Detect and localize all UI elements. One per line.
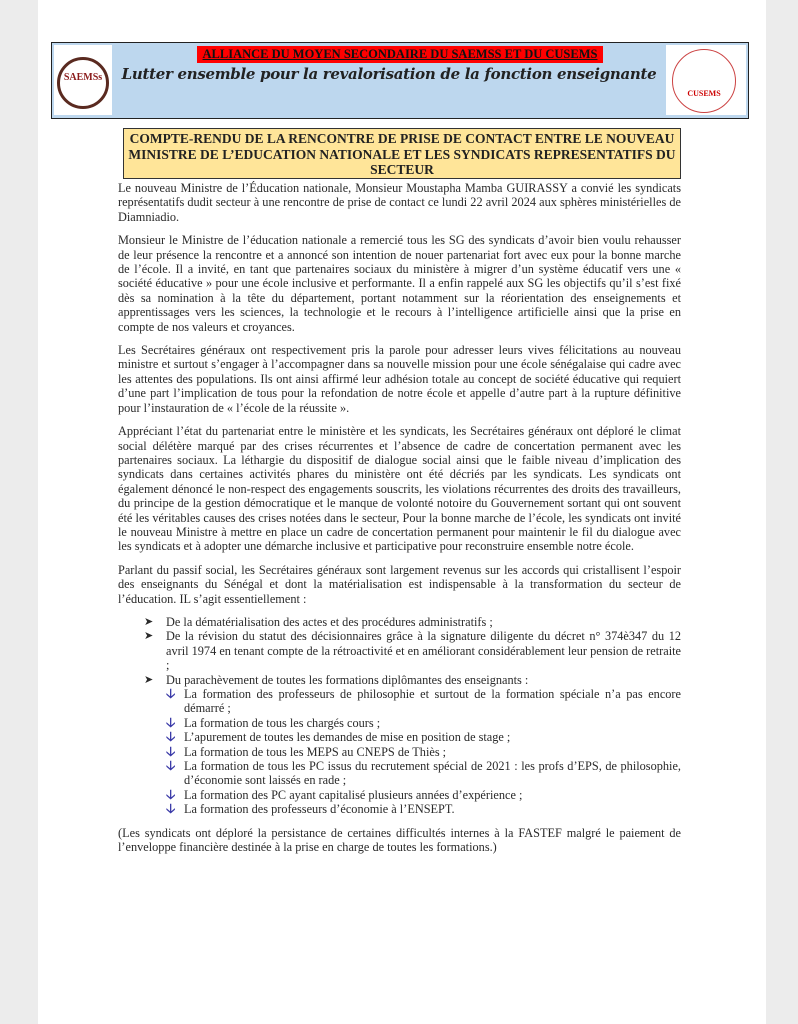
saemss-logo	[54, 45, 112, 115]
closing-note: (Les syndicats ont déploré la persistance de certaines difficultés internes à la FASTEF malgré le paiement de l’enveloppe financière destinée à la prise en charge de toutes les formations.)	[118, 825, 681, 855]
paragraph: Appréciant l’état du partenariat entre le ministère et les syndicats, les Secrétaires généraux ont déploré le climat social délétère marqué par des crises récurrentes et l’absence de cadre de concertation permanent avec les partenaires sociaux. La léthargie du dispositif de dialogue social ainsi que le faible niveau d’implication des syndicats dans certaines activités phares du ministère ont été décriés par les syndicats. Les syndicats ont également dénoncé le non-respect des engagements souscrits, les violations récurrentes des droits des travailleurs, du principe de la gestion démocratique et le manque de volonté notoire du Gouvernement sortant qui ont souvent été les véritables causes des crises notées dans le secteur, Pour la bonne marche de l’école, les syndicats ont invité le nouveau Ministre à mettre en place un cadre de concertation permanent pour maintenir le fil du dialogue avec les syndicats et à adopter une démarche inclusive et participative pour reconstruire ensemble notre école.	[118, 424, 681, 554]
sub-list-item	[166, 729, 681, 745]
down-arrow-bullet-icon: 🡣	[166, 686, 176, 701]
arrow-bullet-icon: ➤	[144, 630, 154, 643]
letterhead	[51, 42, 749, 119]
down-arrow-bullet-icon: 🡣	[166, 801, 176, 817]
list-item-text: Du parachèvement de toutes les formations diplômantes des enseignants :	[166, 672, 529, 687]
motto: Lutter ensemble pour la revalorisation de la fonction enseignante	[121, 65, 657, 83]
sub-list-item-text: La formation des PC ayant capitalisé plusieurs années d’expérience ;	[184, 787, 523, 802]
document-page	[38, 0, 766, 1024]
arrow-bullet-icon: ➤	[144, 673, 154, 686]
down-arrow-bullet-icon: 🡣	[166, 743, 176, 759]
list-item	[144, 629, 681, 673]
down-arrow-bullet-icon: 🡣	[166, 714, 176, 730]
cusems-seal-icon: CUSEMS	[672, 49, 736, 113]
sub-list-item-text: La formation des professeurs d’économie à l’ENSEPT.	[184, 802, 455, 817]
sub-list-item-text: La formation de tous les PC issus du recrutement spécial de 2021 : les profs d’EPS, de philosophie, d’économie sont laissés en rade ;	[184, 759, 681, 788]
paragraph: Le nouveau Ministre de l’Éducation nationale, Monsieur Moustapha Mamba GUIRASSY a convié les syndicats représentatifs dudit secteur à une rencontre de prise de contact ce lundi 22 avril 2024 aux sphères ministérielles de Diamniadio.	[118, 181, 681, 224]
sub-list-item-text: La formation des professeurs de philosophie et surtout de la formation spéciale n’a pas encore démarré ;	[184, 687, 681, 716]
document-body	[118, 181, 681, 863]
cusems-logo	[666, 45, 746, 115]
list-item-text: De la révision du statut des décisionnaires grâce à la signature diligente du décret n° 374è347 du 12 avril 1974 en tenant compte de la rétroactivité et en améliorant considérablement leur pension de retraite ;	[166, 629, 681, 673]
document-title: COMPTE-RENDU DE LA RENCONTRE DE PRISE DE CONTACT ENTRE LE NOUVEAU MINISTRE DE L’EDUCATION NATIONALE ET LES SYNDICATS REPRESENTATIFS DU SECTEUR	[123, 128, 681, 179]
training-sublist	[166, 687, 681, 817]
list-item	[144, 672, 681, 817]
down-arrow-bullet-icon: 🡣	[166, 786, 176, 802]
sub-list-item-text: L’apurement de toutes les demandes de mise en position de stage ;	[184, 730, 511, 745]
sub-list-item	[166, 743, 681, 759]
list-item	[144, 614, 681, 629]
sub-list-item	[166, 714, 681, 730]
sub-list-item	[166, 786, 681, 802]
sub-list-item	[166, 801, 681, 817]
list-item-text: De la dématérialisation des actes et des procédures administratifs ;	[166, 614, 493, 629]
paragraph: Monsieur le Ministre de l’éducation nationale a remercié tous les SG des syndicats d’avoir bien voulu rehausser de leur présence la rencontre et a annoncé son intention de nouer partenariat fort avec eux pour la bonne marche de l’école. Il a invité, en tant que partenaires sociaux du ministère à migrer d’un système éducatif vers une « société éducative » pour une école inclusive et performante. Il a enfin rappelé aux SG les objectifs qu’il s’est fixé dès sa nomination à la tête du département, portant notamment sur la réorientation des enseignements et apprentissages vers les sciences, la technologie et le recours à l’intelligence artificielle ainsi que la prise en compte de nos valeurs et croyances.	[118, 233, 681, 334]
paragraph: Les Secrétaires généraux ont respectivement pris la parole pour adresser leurs vives félicitations au nouveau ministre et surtout s’engager à l’accompagner dans sa nouvelle mission pour une école sénégalaise qui cadre avec les attentes des populations. Ils ont ainsi affirmé leur adhésion totale au concept de société éducative qui requiert d’une part l’implication de tous pour la refondation de notre école et appelle d’autre part à la rupture définitive pour l’instauration de « l’école de la réussite ».	[118, 343, 681, 415]
sub-list-item	[166, 686, 681, 716]
sub-list-item	[166, 758, 681, 788]
sub-list-item-text: La formation de tous les chargés cours ;	[184, 715, 381, 730]
down-arrow-bullet-icon: 🡣	[166, 758, 176, 774]
saemss-seal-icon: SAEMSs	[57, 57, 109, 109]
down-arrow-bullet-icon: 🡣	[166, 729, 176, 745]
paragraph: Parlant du passif social, les Secrétaires généraux sont largement revenus sur les accords qui cristallisent l’espoir des enseignants du Sénégal et dont la matérialisation est indispensable à la transformation du secteur de l’éducation. IL s’agit essentiellement :	[118, 562, 681, 606]
sub-list-item-text: La formation de tous les MEPS au CNEPS de Thiès ;	[184, 744, 447, 759]
alliance-banner: ALLIANCE DU MOYEN SECONDAIRE DU SAEMSS ET DU CUSEMS	[197, 46, 603, 63]
demands-list	[118, 615, 681, 817]
arrow-bullet-icon: ➤	[144, 615, 154, 628]
